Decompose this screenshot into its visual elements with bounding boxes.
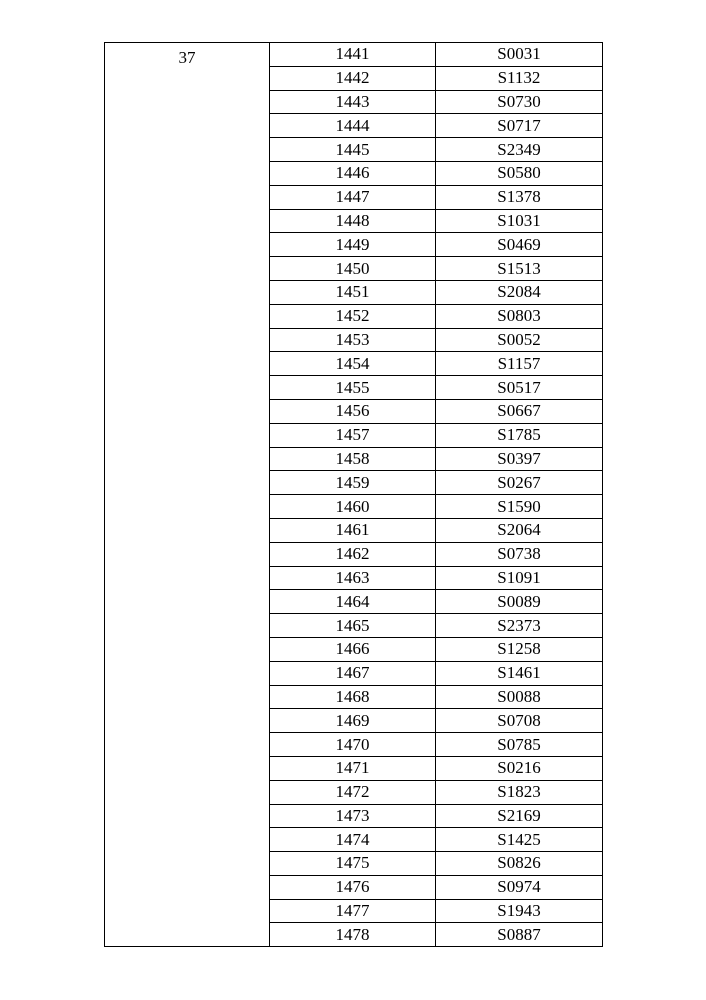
code-cell: S1590 [436,495,603,519]
code-cell: S0031 [436,43,603,67]
sequence-number-cell: 1470 [270,733,436,757]
sequence-number-cell: 1457 [270,423,436,447]
sequence-number-cell: 1452 [270,304,436,328]
code-cell: S0216 [436,756,603,780]
code-cell: S0088 [436,685,603,709]
code-cell: S1132 [436,66,603,90]
sequence-number-cell: 1451 [270,280,436,304]
sequence-number-cell: 1477 [270,899,436,923]
sequence-number-cell: 1465 [270,614,436,638]
sequence-number-cell: 1442 [270,66,436,90]
code-cell: S0887 [436,923,603,947]
code-cell: S1258 [436,637,603,661]
sequence-number-cell: 1446 [270,161,436,185]
code-cell: S1157 [436,352,603,376]
group-number-cell: 37 [105,43,270,947]
code-cell: S1823 [436,780,603,804]
sequence-number-cell: 1455 [270,376,436,400]
sequence-number-cell: 1462 [270,542,436,566]
code-cell: S0717 [436,114,603,138]
code-cell: S0580 [436,161,603,185]
code-cell: S0708 [436,709,603,733]
code-cell: S0089 [436,590,603,614]
sequence-number-cell: 1471 [270,756,436,780]
code-cell: S2169 [436,804,603,828]
assignment-table [104,42,603,947]
sequence-number-cell: 1463 [270,566,436,590]
sequence-number-cell: 1478 [270,923,436,947]
sequence-number-cell: 1472 [270,780,436,804]
code-cell: S1031 [436,209,603,233]
sequence-number-cell: 1476 [270,875,436,899]
sequence-number-cell: 1441 [270,43,436,67]
code-cell: S0469 [436,233,603,257]
code-cell: S2373 [436,614,603,638]
sequence-number-cell: 1449 [270,233,436,257]
sequence-number-cell: 1456 [270,399,436,423]
code-cell: S1461 [436,661,603,685]
sequence-number-cell: 1453 [270,328,436,352]
sequence-number-cell: 1466 [270,637,436,661]
code-cell: S0974 [436,875,603,899]
sequence-number-cell: 1475 [270,852,436,876]
code-cell: S0267 [436,471,603,495]
sequence-number-cell: 1445 [270,138,436,162]
code-cell: S0803 [436,304,603,328]
sequence-number-cell: 1458 [270,447,436,471]
table-body [105,43,603,947]
code-cell: S1091 [436,566,603,590]
code-cell: S1943 [436,899,603,923]
code-cell: S1378 [436,185,603,209]
sequence-number-cell: 1454 [270,352,436,376]
code-cell: S0052 [436,328,603,352]
sequence-number-cell: 1473 [270,804,436,828]
table-row [105,43,603,67]
sequence-number-cell: 1447 [270,185,436,209]
sequence-number-cell: 1444 [270,114,436,138]
sequence-number-cell: 1450 [270,257,436,281]
code-cell: S2064 [436,518,603,542]
code-cell: S2349 [436,138,603,162]
code-cell: S1513 [436,257,603,281]
sequence-number-cell: 1467 [270,661,436,685]
code-cell: S0826 [436,852,603,876]
sequence-number-cell: 1474 [270,828,436,852]
code-cell: S0730 [436,90,603,114]
code-cell: S1425 [436,828,603,852]
code-cell: S0667 [436,399,603,423]
sequence-number-cell: 1468 [270,685,436,709]
code-cell: S0397 [436,447,603,471]
sequence-number-cell: 1448 [270,209,436,233]
code-cell: S0785 [436,733,603,757]
code-cell: S2084 [436,280,603,304]
sequence-number-cell: 1469 [270,709,436,733]
sequence-number-cell: 1459 [270,471,436,495]
sequence-number-cell: 1461 [270,518,436,542]
code-cell: S1785 [436,423,603,447]
code-cell: S0517 [436,376,603,400]
sequence-number-cell: 1464 [270,590,436,614]
sequence-number-cell: 1460 [270,495,436,519]
sequence-number-cell: 1443 [270,90,436,114]
code-cell: S0738 [436,542,603,566]
